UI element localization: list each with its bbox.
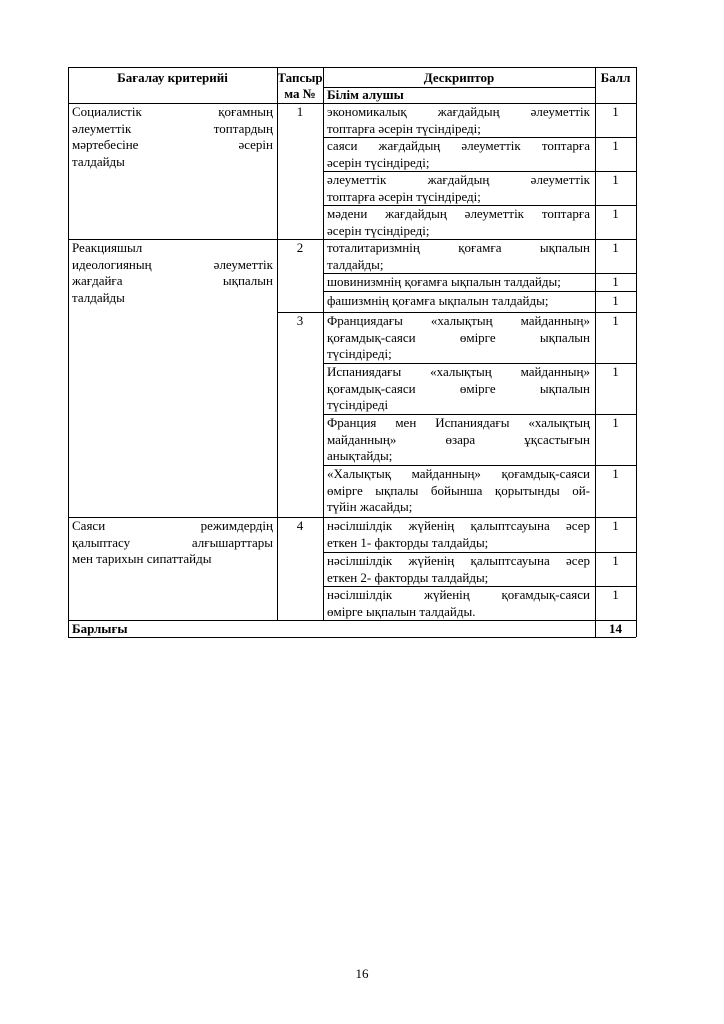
descriptor-line: еткен 1- факторды талдайды; bbox=[327, 534, 489, 550]
descriptor-line: түсіндіреді; bbox=[327, 346, 392, 361]
descriptor-line: талдайды; bbox=[327, 256, 384, 272]
task-number-1: 1 bbox=[296, 104, 304, 119]
descriptor-line: топтарға әсерін түсіндіреді; bbox=[327, 120, 481, 136]
descriptor-cell bbox=[327, 364, 590, 414]
score-cell: 1 bbox=[612, 415, 619, 430]
score-cell: 1 bbox=[612, 293, 619, 308]
score-cell: 1 bbox=[612, 553, 619, 568]
descriptor-line: майданның» өзара ұқсастығын bbox=[327, 431, 590, 447]
descriptor-line: экономикалық жағдайдың әлеуметтік bbox=[327, 104, 590, 119]
score-cell: 1 bbox=[612, 240, 619, 255]
descriptor-cell bbox=[327, 415, 590, 465]
header-task-line1: Тапсыр bbox=[277, 70, 323, 85]
descriptor-cell bbox=[327, 518, 590, 551]
descriptor-line: еткен 2- факторды талдайды; bbox=[327, 569, 489, 585]
score-cell: 1 bbox=[612, 206, 619, 221]
descriptor-line: түйін жасайды; bbox=[327, 499, 413, 514]
score-cell: 1 bbox=[612, 587, 619, 602]
descriptor-line: әсерін түсіндіреді; bbox=[327, 154, 430, 170]
header-descriptor: Дескриптор bbox=[423, 70, 495, 85]
criterion-line: талдайды bbox=[72, 289, 125, 305]
criterion-line: мәртебесіне әсерін bbox=[72, 137, 273, 152]
descriptor-cell bbox=[327, 553, 590, 586]
criterion-line: талдайды bbox=[72, 153, 125, 169]
descriptor-line: Испаниядағы «халықтың майданның» bbox=[327, 364, 590, 379]
criterion-line: әлеуметтік топтардың bbox=[72, 120, 273, 136]
score-cell: 1 bbox=[612, 364, 619, 379]
descriptor-line: шовинизмнің қоғамға ықпалын талдайды; bbox=[327, 274, 561, 289]
score-cell: 1 bbox=[612, 172, 619, 187]
total-label: Барлығы bbox=[72, 621, 128, 636]
header-subheader: Білім алушы bbox=[327, 87, 404, 102]
descriptor-line: түсіндіреді bbox=[327, 397, 389, 412]
criteria-column-rule bbox=[277, 67, 278, 620]
score-cell: 1 bbox=[612, 104, 619, 119]
header-criteria: Бағалау критерийі bbox=[117, 70, 228, 85]
task-number-4: 4 bbox=[296, 518, 304, 533]
descriptor-line: мәдени жағдайдың әлеуметтік топтарға bbox=[327, 206, 590, 221]
table-border-right bbox=[636, 67, 637, 637]
criterion-line: Саяси режимдердің bbox=[72, 518, 273, 533]
descriptor-line: Франциядағы «халықтың майданның» bbox=[327, 313, 590, 328]
descriptor-cell bbox=[327, 293, 590, 310]
descriptor-cell bbox=[327, 104, 590, 137]
criterion-line: Реакцияшыл bbox=[72, 240, 143, 255]
criterion-line: идеологияның әлеуметтік bbox=[72, 256, 273, 272]
descriptor-line: әлеуметтік жағдайдың әлеуметтік bbox=[327, 172, 590, 187]
score-cell: 1 bbox=[612, 466, 619, 481]
criterion-3 bbox=[72, 518, 273, 568]
descriptor-cell bbox=[327, 138, 590, 171]
descriptor-line: Франция мен Испаниядағы «халықтың bbox=[327, 415, 590, 430]
task-number-3: 3 bbox=[296, 313, 304, 328]
row-rule bbox=[323, 291, 636, 292]
header-score: Балл bbox=[600, 70, 631, 85]
task-column-rule bbox=[323, 67, 324, 620]
criterion-line: мен тарихын сипаттайды bbox=[72, 551, 212, 566]
descriptor-cell bbox=[327, 274, 590, 291]
table-border-top bbox=[68, 67, 636, 68]
descriptor-cell bbox=[327, 466, 590, 516]
descriptor-line: нәсілшілдік жүйенің қоғамдық-саяси bbox=[327, 587, 590, 602]
descriptor-line: қоғамдық-саяси өмірге ықпалын bbox=[327, 380, 590, 396]
header-task-line2: ма № bbox=[284, 86, 316, 101]
descriptor-line: өмірге ықпалы бойынша қорытынды ой- bbox=[327, 482, 590, 498]
criterion-line: жағдайға ықпалын bbox=[72, 273, 273, 288]
descriptor-line: саяси жағдайдың әлеуметтік топтарға bbox=[327, 138, 590, 153]
score-cell: 1 bbox=[612, 313, 619, 328]
criterion-2 bbox=[72, 240, 273, 306]
descriptor-line: қоғамдық-саяси өмірге ықпалын bbox=[327, 329, 590, 345]
assessment-table bbox=[68, 67, 636, 637]
descriptor-cell bbox=[327, 206, 590, 239]
descriptor-line: әсерін түсіндіреді; bbox=[327, 222, 430, 238]
descriptor-line: «Халықтық майданның» қоғамдық-саяси bbox=[327, 466, 590, 481]
descriptor-line: фашизмнің қоғамға ықпалын талдайды; bbox=[327, 293, 549, 308]
criterion-line: қалыптасу алғышарттары bbox=[72, 534, 273, 550]
descriptor-line: тоталитаризмнің қоғамға ықпалын bbox=[327, 240, 590, 255]
score-cell: 1 bbox=[612, 518, 619, 533]
descriptor-cell bbox=[327, 172, 590, 205]
descriptor-line: нәсілшілдік жүйенің қалыптсауына әсер bbox=[327, 518, 590, 533]
descriptor-line: анықтайды; bbox=[327, 448, 393, 463]
score-cell: 1 bbox=[612, 138, 619, 153]
table-border-left bbox=[68, 67, 69, 637]
descriptor-cell bbox=[327, 587, 590, 620]
criterion-line: Социалистік қоғамның bbox=[72, 104, 273, 119]
descriptor-line: өмірге ықпалын талдайды. bbox=[327, 603, 476, 619]
descriptor-cell bbox=[327, 240, 590, 273]
descriptor-line: топтарға әсерін түсіндіреді; bbox=[327, 188, 481, 204]
total-value: 14 bbox=[609, 621, 622, 636]
descriptor-cell bbox=[327, 313, 590, 363]
score-cell: 1 bbox=[612, 274, 619, 289]
descriptor-line: нәсілшілдік жүйенің қалыптсауына әсер bbox=[327, 553, 590, 568]
criterion-1 bbox=[72, 104, 273, 170]
task-number-2: 2 bbox=[296, 240, 304, 255]
page-number: 16 bbox=[355, 966, 369, 981]
